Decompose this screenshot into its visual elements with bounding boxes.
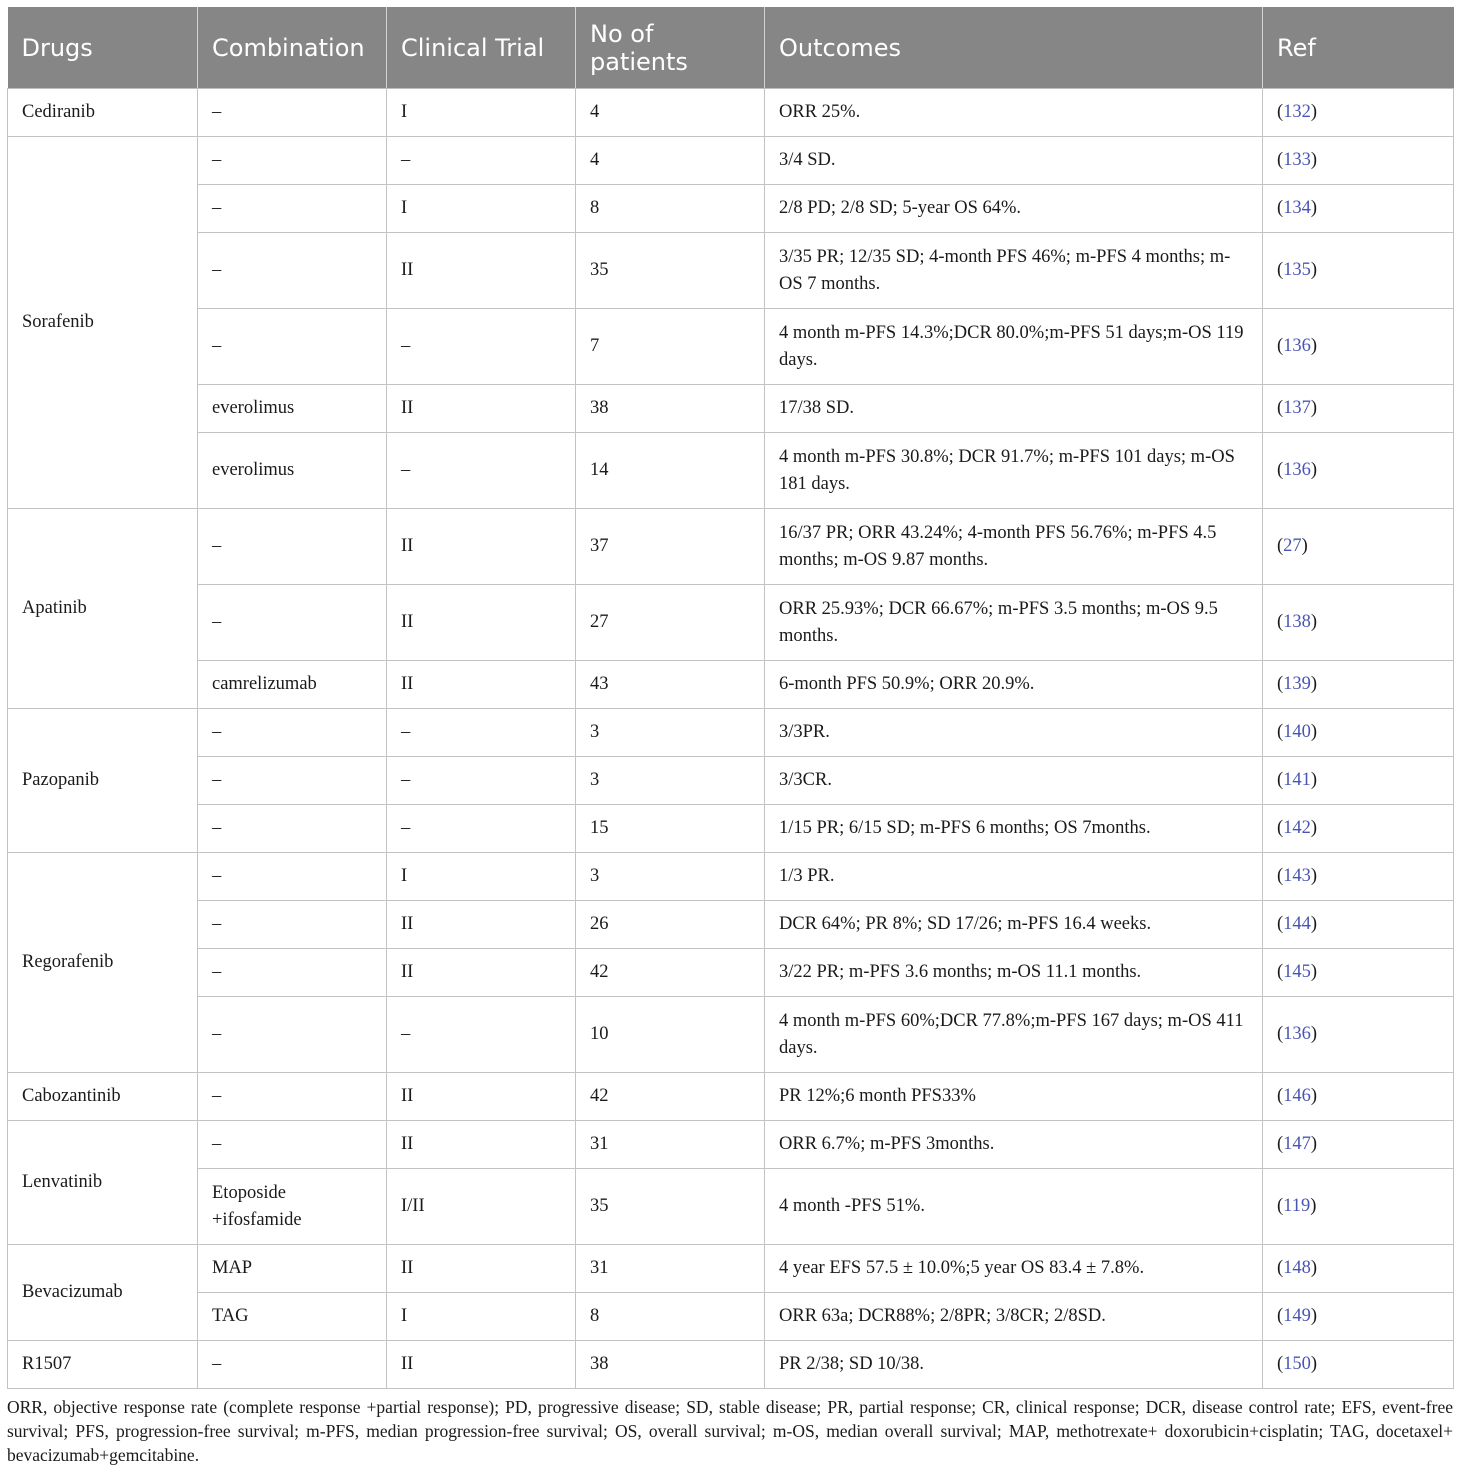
- ref-link[interactable]: 149: [1283, 1306, 1311, 1326]
- cell-ref: [1263, 1073, 1454, 1121]
- cell-combination: –: [198, 901, 387, 949]
- cell-ref: [1263, 385, 1454, 433]
- ref-link[interactable]: 143: [1283, 866, 1311, 886]
- cell-clinical-trial: II: [387, 1245, 576, 1293]
- cell-outcomes: ORR 25%.: [765, 89, 1263, 137]
- cell-ref: [1263, 757, 1454, 805]
- cell-outcomes: 1/15 PR; 6/15 SD; m-PFS 6 months; OS 7months.: [765, 805, 1263, 853]
- header-ref: Ref: [1263, 7, 1454, 89]
- table-row: [8, 1073, 1454, 1121]
- cell-no-of-patients: 14: [576, 433, 765, 509]
- ref-link[interactable]: 132: [1283, 102, 1311, 122]
- cell-outcomes: ORR 63a; DCR88%; 2/8PR; 3/8CR; 2/8SD.: [765, 1293, 1263, 1341]
- table-row: [8, 757, 1454, 805]
- ref-link[interactable]: 146: [1283, 1086, 1311, 1106]
- header-drugs: Drugs: [8, 7, 198, 89]
- ref-open-paren: (: [1277, 398, 1284, 418]
- cell-ref: [1263, 233, 1454, 309]
- cell-no-of-patients: 3: [576, 853, 765, 901]
- header-no-of-patients: No of patients: [576, 7, 765, 89]
- cell-combination: –: [198, 997, 387, 1073]
- table-row: [8, 509, 1454, 585]
- ref-open-paren: (: [1277, 1086, 1284, 1106]
- cell-no-of-patients: 15: [576, 805, 765, 853]
- cell-clinical-trial: I: [387, 1293, 576, 1341]
- ref-close-paren: ): [1310, 1258, 1318, 1278]
- cell-clinical-trial: –: [387, 137, 576, 185]
- cell-clinical-trial: II: [387, 509, 576, 585]
- ref-close-paren: ): [1310, 398, 1318, 418]
- cell-ref: [1263, 997, 1454, 1073]
- ref-open-paren: (: [1277, 962, 1284, 982]
- ref-link[interactable]: 137: [1283, 398, 1311, 418]
- table-row: [8, 1293, 1454, 1341]
- cell-ref: [1263, 585, 1454, 661]
- cell-drug: Cabozantinib: [8, 1073, 198, 1121]
- ref-close-paren: ): [1310, 866, 1318, 886]
- ref-open-paren: (: [1277, 612, 1284, 632]
- ref-link[interactable]: 139: [1283, 674, 1311, 694]
- cell-clinical-trial: II: [387, 585, 576, 661]
- ref-open-paren: (: [1277, 818, 1284, 838]
- cell-no-of-patients: 35: [576, 1169, 765, 1245]
- ref-open-paren: (: [1277, 102, 1284, 122]
- ref-open-paren: (: [1277, 722, 1284, 742]
- ref-close-paren: ): [1310, 914, 1318, 934]
- ref-close-paren: ): [1310, 1086, 1318, 1106]
- ref-link[interactable]: 134: [1283, 198, 1311, 218]
- ref-link[interactable]: 141: [1283, 770, 1311, 790]
- cell-clinical-trial: II: [387, 1341, 576, 1389]
- header-row: [8, 7, 1454, 89]
- ref-close-paren: ): [1310, 962, 1318, 982]
- ref-close-paren: ): [1301, 536, 1308, 556]
- table-row: [8, 233, 1454, 309]
- ref-open-paren: (: [1277, 460, 1284, 480]
- ref-link[interactable]: 136: [1283, 1024, 1311, 1044]
- ref-link[interactable]: 147: [1283, 1134, 1311, 1154]
- cell-ref: [1263, 1121, 1454, 1169]
- cell-combination: –: [198, 185, 387, 233]
- ref-open-paren: (: [1277, 770, 1284, 790]
- ref-link[interactable]: 144: [1283, 914, 1311, 934]
- cell-outcomes: 4 month m-PFS 14.3%;DCR 80.0%;m-PFS 51 days;m-OS 119 days.: [765, 309, 1263, 385]
- ref-close-paren: ): [1310, 198, 1318, 218]
- cell-drug: Bevacizumab: [8, 1245, 198, 1341]
- table-row: [8, 661, 1454, 709]
- table-row: [8, 1169, 1454, 1245]
- cell-outcomes: 4 month -PFS 51%.: [765, 1169, 1263, 1245]
- table-row: [8, 901, 1454, 949]
- cell-ref: [1263, 433, 1454, 509]
- cell-no-of-patients: 8: [576, 185, 765, 233]
- ref-link[interactable]: 136: [1283, 460, 1311, 480]
- ref-close-paren: ): [1310, 818, 1318, 838]
- ref-close-paren: ): [1310, 1196, 1317, 1216]
- ref-close-paren: ): [1310, 260, 1318, 280]
- cell-combination: –: [198, 137, 387, 185]
- cell-combination: everolimus: [198, 433, 387, 509]
- cell-outcomes: 1/3 PR.: [765, 853, 1263, 901]
- cell-combination: Etoposide +ifosfamide: [198, 1169, 387, 1245]
- table-row: [8, 433, 1454, 509]
- ref-open-paren: (: [1277, 1354, 1284, 1374]
- cell-clinical-trial: II: [387, 661, 576, 709]
- cell-outcomes: 3/3PR.: [765, 709, 1263, 757]
- cell-outcomes: 4 month m-PFS 30.8%; DCR 91.7%; m-PFS 101 days; m-OS 181 days.: [765, 433, 1263, 509]
- ref-link[interactable]: 27: [1283, 536, 1302, 556]
- cell-no-of-patients: 3: [576, 757, 765, 805]
- cell-combination: TAG: [198, 1293, 387, 1341]
- table-row: [8, 1245, 1454, 1293]
- cell-ref: [1263, 805, 1454, 853]
- cell-no-of-patients: 35: [576, 233, 765, 309]
- cell-combination: –: [198, 233, 387, 309]
- cell-outcomes: 3/4 SD.: [765, 137, 1263, 185]
- ref-close-paren: ): [1310, 102, 1318, 122]
- table-row: [8, 385, 1454, 433]
- cell-drug: Sorafenib: [8, 137, 198, 509]
- ref-open-paren: (: [1277, 1024, 1284, 1044]
- cell-combination: –: [198, 585, 387, 661]
- cell-combination: –: [198, 1121, 387, 1169]
- cell-no-of-patients: 3: [576, 709, 765, 757]
- cell-combination: –: [198, 949, 387, 997]
- cell-combination: everolimus: [198, 385, 387, 433]
- header-outcomes: Outcomes: [765, 7, 1263, 89]
- table-row: [8, 709, 1454, 757]
- cell-outcomes: 4 year EFS 57.5 ± 10.0%;5 year OS 83.4 ± 7.8%.: [765, 1245, 1263, 1293]
- cell-clinical-trial: –: [387, 433, 576, 509]
- cell-clinical-trial: II: [387, 1121, 576, 1169]
- table-row: [8, 1341, 1454, 1389]
- cell-outcomes: 2/8 PD; 2/8 SD; 5-year OS 64%.: [765, 185, 1263, 233]
- cell-outcomes: PR 12%;6 month PFS33%: [765, 1073, 1263, 1121]
- ref-close-paren: ): [1310, 612, 1318, 632]
- cell-drug: Pazopanib: [8, 709, 198, 853]
- ref-link[interactable]: 138: [1283, 612, 1311, 632]
- ref-link[interactable]: 140: [1283, 722, 1311, 742]
- ref-open-paren: (: [1277, 866, 1284, 886]
- cell-clinical-trial: –: [387, 757, 576, 805]
- cell-combination: MAP: [198, 1245, 387, 1293]
- cell-drug: Regorafenib: [8, 853, 198, 1073]
- table-container: [7, 7, 1453, 1389]
- cell-combination: –: [198, 709, 387, 757]
- cell-outcomes: 3/3CR.: [765, 757, 1263, 805]
- ref-link[interactable]: 135: [1283, 260, 1311, 280]
- cell-ref: [1263, 185, 1454, 233]
- ref-link[interactable]: 136: [1283, 336, 1311, 356]
- table-row: [8, 805, 1454, 853]
- cell-clinical-trial: I/II: [387, 1169, 576, 1245]
- cell-clinical-trial: I: [387, 89, 576, 137]
- cell-combination: –: [198, 509, 387, 585]
- cell-drug: R1507: [8, 1341, 198, 1389]
- cell-combination: camrelizumab: [198, 661, 387, 709]
- cell-clinical-trial: II: [387, 233, 576, 309]
- cell-outcomes: PR 2/38; SD 10/38.: [765, 1341, 1263, 1389]
- cell-clinical-trial: II: [387, 901, 576, 949]
- ref-link[interactable]: 148: [1283, 1258, 1311, 1278]
- ref-close-paren: ): [1310, 1024, 1318, 1044]
- cell-outcomes: 6-month PFS 50.9%; ORR 20.9%.: [765, 661, 1263, 709]
- cell-combination: –: [198, 309, 387, 385]
- table-row: [8, 1121, 1454, 1169]
- cell-outcomes: 16/37 PR; ORR 43.24%; 4-month PFS 56.76%; m-PFS 4.5 months; m-OS 9.87 months.: [765, 509, 1263, 585]
- cell-outcomes: 17/38 SD.: [765, 385, 1263, 433]
- cell-no-of-patients: 37: [576, 509, 765, 585]
- cell-no-of-patients: 27: [576, 585, 765, 661]
- table-body: [8, 89, 1454, 1389]
- table-row: [8, 185, 1454, 233]
- cell-clinical-trial: I: [387, 185, 576, 233]
- cell-no-of-patients: 38: [576, 1341, 765, 1389]
- cell-no-of-patients: 4: [576, 89, 765, 137]
- ref-open-paren: (: [1277, 198, 1284, 218]
- ref-open-paren: (: [1277, 1134, 1284, 1154]
- cell-ref: [1263, 89, 1454, 137]
- cell-ref: [1263, 709, 1454, 757]
- ref-close-paren: ): [1310, 1306, 1318, 1326]
- cell-ref: [1263, 901, 1454, 949]
- cell-no-of-patients: 31: [576, 1245, 765, 1293]
- cell-drug: Lenvatinib: [8, 1121, 198, 1245]
- cell-ref: [1263, 853, 1454, 901]
- cell-outcomes: 4 month m-PFS 60%;DCR 77.8%;m-PFS 167 days; m-OS 411 days.: [765, 997, 1263, 1073]
- cell-no-of-patients: 8: [576, 1293, 765, 1341]
- table-row: [8, 309, 1454, 385]
- cell-clinical-trial: II: [387, 385, 576, 433]
- cell-clinical-trial: II: [387, 1073, 576, 1121]
- cell-combination: –: [198, 805, 387, 853]
- cell-ref: [1263, 137, 1454, 185]
- ref-open-paren: (: [1277, 536, 1284, 556]
- ref-open-paren: (: [1277, 674, 1284, 694]
- ref-close-paren: ): [1310, 1354, 1318, 1374]
- ref-open-paren: (: [1277, 260, 1284, 280]
- ref-open-paren: (: [1277, 150, 1284, 170]
- cell-clinical-trial: –: [387, 805, 576, 853]
- cell-no-of-patients: 4: [576, 137, 765, 185]
- drug-trials-table: [7, 7, 1454, 1389]
- cell-no-of-patients: 7: [576, 309, 765, 385]
- ref-close-paren: ): [1310, 1134, 1318, 1154]
- ref-link[interactable]: 150: [1283, 1354, 1311, 1374]
- cell-outcomes: 3/35 PR; 12/35 SD; 4-month PFS 46%; m-PFS 4 months; m-OS 7 months.: [765, 233, 1263, 309]
- ref-close-paren: ): [1310, 460, 1318, 480]
- cell-clinical-trial: –: [387, 997, 576, 1073]
- ref-open-paren: (: [1277, 1306, 1284, 1326]
- cell-clinical-trial: II: [387, 949, 576, 997]
- cell-no-of-patients: 10: [576, 997, 765, 1073]
- header-clinical-trial: Clinical Trial: [387, 7, 576, 89]
- cell-ref: [1263, 509, 1454, 585]
- ref-close-paren: ): [1310, 150, 1318, 170]
- cell-no-of-patients: 43: [576, 661, 765, 709]
- cell-no-of-patients: 42: [576, 949, 765, 997]
- cell-combination: –: [198, 89, 387, 137]
- ref-open-paren: (: [1277, 336, 1284, 356]
- ref-link[interactable]: 133: [1283, 150, 1311, 170]
- ref-close-paren: ): [1310, 770, 1318, 790]
- cell-clinical-trial: –: [387, 309, 576, 385]
- cell-no-of-patients: 26: [576, 901, 765, 949]
- cell-combination: –: [198, 757, 387, 805]
- ref-link[interactable]: 142: [1283, 818, 1311, 838]
- ref-open-paren: (: [1277, 914, 1284, 934]
- table-row: [8, 949, 1454, 997]
- cell-ref: [1263, 1169, 1454, 1245]
- table-row: [8, 997, 1454, 1073]
- table-row: [8, 89, 1454, 137]
- table-row: [8, 585, 1454, 661]
- ref-open-paren: (: [1277, 1196, 1284, 1216]
- cell-outcomes: ORR 6.7%; m-PFS 3months.: [765, 1121, 1263, 1169]
- cell-no-of-patients: 31: [576, 1121, 765, 1169]
- ref-close-paren: ): [1310, 674, 1318, 694]
- cell-no-of-patients: 38: [576, 385, 765, 433]
- cell-outcomes: DCR 64%; PR 8%; SD 17/26; m-PFS 16.4 weeks.: [765, 901, 1263, 949]
- table-footnote: ORR, objective response rate (complete response +partial response); PD, progressive disease; SD, stable disease; PR, partial response; CR, clinical response; DCR, disease control rate; EFS, event-free survival; PFS, progression-free survival; m-PFS, median progression-free survival; OS, overall survival; m-OS, median overall survival; MAP, methotrexate+ doxorubicin+cisplatin; TAG, docetaxel+ bevacizumab+gemcitabine.: [7, 1397, 1453, 1465]
- cell-ref: [1263, 1245, 1454, 1293]
- cell-ref: [1263, 309, 1454, 385]
- cell-clinical-trial: I: [387, 853, 576, 901]
- cell-drug: Apatinib: [8, 509, 198, 709]
- cell-clinical-trial: –: [387, 709, 576, 757]
- ref-link[interactable]: 119: [1283, 1196, 1311, 1216]
- table-row: [8, 853, 1454, 901]
- header-combination: Combination: [198, 7, 387, 89]
- cell-no-of-patients: 42: [576, 1073, 765, 1121]
- cell-ref: [1263, 949, 1454, 997]
- ref-link[interactable]: 145: [1283, 962, 1311, 982]
- cell-outcomes: ORR 25.93%; DCR 66.67%; m-PFS 3.5 months; m-OS 9.5 months.: [765, 585, 1263, 661]
- cell-outcomes: 3/22 PR; m-PFS 3.6 months; m-OS 11.1 months.: [765, 949, 1263, 997]
- cell-combination: –: [198, 1341, 387, 1389]
- cell-ref: [1263, 1341, 1454, 1389]
- cell-combination: –: [198, 1073, 387, 1121]
- cell-ref: [1263, 1293, 1454, 1341]
- ref-close-paren: ): [1310, 336, 1318, 356]
- cell-drug: Cediranib: [8, 89, 198, 137]
- cell-ref: [1263, 661, 1454, 709]
- ref-open-paren: (: [1277, 1258, 1284, 1278]
- cell-combination: –: [198, 853, 387, 901]
- table-row: [8, 137, 1454, 185]
- ref-close-paren: ): [1310, 722, 1318, 742]
